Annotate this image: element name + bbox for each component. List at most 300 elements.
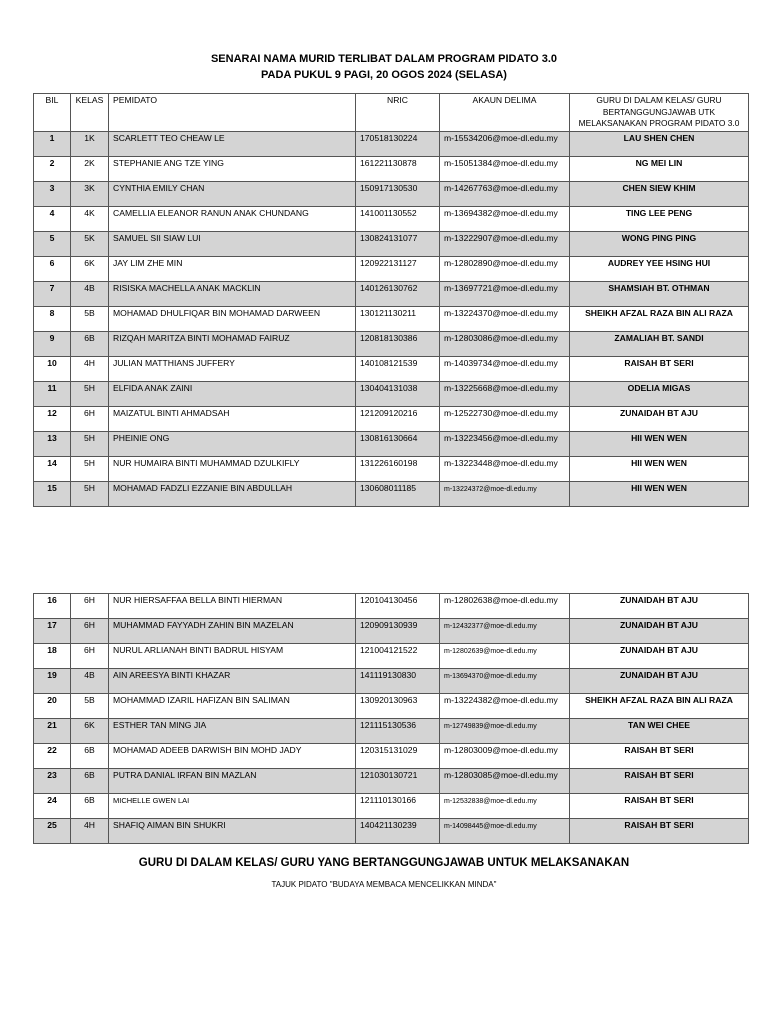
table-row bbox=[34, 794, 749, 819]
cell-nric-text: 121004121522 bbox=[360, 645, 418, 655]
cell-nric-text: 121030130721 bbox=[360, 770, 418, 780]
cell-bil bbox=[34, 819, 71, 844]
cell-guru bbox=[570, 594, 749, 619]
cell-kelas-text: 6K bbox=[84, 720, 95, 730]
cell-nric bbox=[356, 181, 440, 206]
cell-pemidato-text: NURUL ARLIANAH BINTI BADRUL HISYAM bbox=[113, 645, 284, 655]
cell-nric-text: 150917130530 bbox=[360, 182, 418, 193]
table-row bbox=[34, 231, 749, 256]
cell-nric-text: 120818130386 bbox=[360, 332, 418, 343]
cell-nric bbox=[356, 769, 440, 794]
cell-guru bbox=[570, 406, 749, 431]
student-table-part2 bbox=[33, 593, 749, 844]
cell-bil-text: 12 bbox=[47, 407, 57, 418]
cell-akaun-delima bbox=[440, 619, 570, 644]
cell-kelas bbox=[71, 819, 109, 844]
cell-pemidato bbox=[109, 306, 356, 331]
cell-kelas bbox=[71, 456, 109, 481]
cell-bil-text: 21 bbox=[47, 720, 57, 730]
table-row bbox=[34, 594, 749, 619]
cell-guru-text: HII WEN WEN bbox=[631, 432, 687, 443]
cell-bil-text: 23 bbox=[47, 770, 57, 780]
cell-nric bbox=[356, 719, 440, 744]
cell-kelas-text: 6B bbox=[84, 332, 95, 343]
cell-kelas-text: 1K bbox=[84, 132, 95, 143]
table-row bbox=[34, 719, 749, 744]
cell-nric-text: 120922131127 bbox=[360, 257, 417, 268]
cell-nric bbox=[356, 406, 440, 431]
cell-bil-text: 7 bbox=[49, 282, 55, 293]
table-row bbox=[34, 694, 749, 719]
cell-bil bbox=[34, 356, 71, 381]
cell-bil bbox=[34, 594, 71, 619]
cell-akaun-delima bbox=[440, 281, 570, 306]
cell-kelas-text: 4B bbox=[84, 282, 95, 293]
cell-pemidato bbox=[109, 819, 356, 844]
cell-nric-text: 161221130878 bbox=[360, 157, 417, 168]
cell-akaun-delima-text: m-14039734@moe-dl.edu.my bbox=[444, 357, 558, 368]
cell-akaun-delima-text: m-12803086@moe-dl.edu.my bbox=[444, 332, 558, 343]
cell-pemidato bbox=[109, 181, 356, 206]
cell-pemidato bbox=[109, 769, 356, 794]
cell-bil bbox=[34, 744, 71, 769]
cell-akaun-delima-text: m-14267763@moe-dl.edu.my bbox=[444, 182, 558, 193]
cell-guru bbox=[570, 819, 749, 844]
cell-guru-text: ZUNAIDAH BT AJU bbox=[620, 620, 698, 630]
table-body-part1 bbox=[34, 131, 749, 506]
cell-kelas bbox=[71, 181, 109, 206]
table-row bbox=[34, 181, 749, 206]
cell-bil-text: 5 bbox=[49, 232, 55, 243]
document-subtitle: PADA PUKUL 9 PAGI, 20 OGOS 2024 (SELASA) bbox=[261, 69, 507, 81]
cell-akaun-delima-text: m-13224372@moe-dl.edu.my bbox=[444, 485, 537, 493]
cell-kelas bbox=[71, 381, 109, 406]
cell-pemidato-text: MUHAMMAD FAYYADH ZAHIN BIN MAZELAN bbox=[113, 620, 294, 630]
cell-bil-text: 13 bbox=[47, 432, 57, 443]
cell-kelas bbox=[71, 644, 109, 669]
cell-kelas bbox=[71, 281, 109, 306]
cell-kelas bbox=[71, 156, 109, 181]
cell-pemidato-text: ELFIDA ANAK ZAINI bbox=[113, 382, 193, 393]
cell-guru bbox=[570, 356, 749, 381]
cell-pemidato-text: JAY LIM ZHE MIN bbox=[113, 257, 183, 268]
cell-kelas-text: 5H bbox=[84, 382, 95, 393]
table-row bbox=[34, 669, 749, 694]
cell-kelas bbox=[71, 619, 109, 644]
cell-kelas-text: 4B bbox=[84, 670, 95, 680]
cell-nric bbox=[356, 256, 440, 281]
cell-akaun-delima-text: m-13224382@moe-dl.edu.my bbox=[444, 695, 558, 705]
cell-guru-text: WONG PING PING bbox=[621, 232, 697, 243]
cell-guru-text: NG MEI LIN bbox=[635, 157, 683, 168]
cell-guru-text: TAN WEI CHEE bbox=[628, 720, 690, 730]
cell-akaun-delima bbox=[440, 131, 570, 156]
cell-akaun-delima-text: m-12532838@moe-dl.edu.my bbox=[444, 798, 537, 805]
cell-bil-text: 2 bbox=[49, 157, 55, 168]
cell-nric-text: 130121130211 bbox=[360, 307, 417, 318]
table-row bbox=[34, 306, 749, 331]
cell-akaun-delima-text: m-12803009@moe-dl.edu.my bbox=[444, 745, 558, 755]
cell-kelas bbox=[71, 306, 109, 331]
cell-pemidato-text: MOHAMAD DHULFIQAR BIN MOHAMAD DARWEEN bbox=[113, 307, 321, 318]
cell-pemidato bbox=[109, 719, 356, 744]
cell-bil bbox=[34, 719, 71, 744]
cell-kelas bbox=[71, 481, 109, 506]
cell-bil-text: 6 bbox=[49, 257, 55, 268]
table-row bbox=[34, 481, 749, 506]
cell-kelas bbox=[71, 256, 109, 281]
cell-akaun-delima bbox=[440, 481, 570, 506]
cell-guru-text: RAISAH BT SERI bbox=[624, 820, 694, 830]
cell-guru-text: AUDREY YEE HSING HUI bbox=[607, 257, 711, 268]
cell-pemidato-text: NUR HIERSAFFAA BELLA BINTI HIERMAN bbox=[113, 595, 283, 605]
cell-guru-text: ZUNAIDAH BT AJU bbox=[620, 595, 698, 605]
cell-pemidato-text: RIZQAH MARITZA BINTI MOHAMAD FAIRUZ bbox=[113, 332, 290, 343]
cell-pemidato-text: SHAFIQ AIMAN BIN SHUKRI bbox=[113, 820, 226, 830]
cell-nric-text: 120104130456 bbox=[360, 595, 418, 605]
cell-bil-text: 24 bbox=[47, 795, 57, 805]
cell-pemidato-text: STEPHANIE ANG TZE YING bbox=[113, 157, 224, 168]
cell-pemidato-text: CYNTHIA EMILY CHAN bbox=[113, 182, 205, 193]
cell-nric bbox=[356, 819, 440, 844]
cell-nric-text: 130404131038 bbox=[360, 382, 418, 393]
cell-nric bbox=[356, 381, 440, 406]
cell-akaun-delima bbox=[440, 819, 570, 844]
table-row bbox=[34, 381, 749, 406]
table-row bbox=[34, 456, 749, 481]
cell-akaun-delima bbox=[440, 331, 570, 356]
cell-guru-text: RAISAH BT SERI bbox=[624, 795, 694, 805]
cell-pemidato-text: SAMUEL SII SIAW LUI bbox=[113, 232, 201, 243]
cell-guru bbox=[570, 331, 749, 356]
cell-kelas bbox=[71, 769, 109, 794]
cell-nric bbox=[356, 744, 440, 769]
cell-guru bbox=[570, 669, 749, 694]
table-row bbox=[34, 431, 749, 456]
cell-kelas-text: 6H bbox=[84, 620, 95, 630]
cell-kelas bbox=[71, 794, 109, 819]
header-kelas: KELAS bbox=[71, 94, 109, 132]
cell-guru-text: ODELIA MIGAS bbox=[627, 382, 691, 393]
cell-bil bbox=[34, 431, 71, 456]
cell-bil-text: 19 bbox=[47, 670, 57, 680]
cell-akaun-delima bbox=[440, 694, 570, 719]
cell-nric bbox=[356, 794, 440, 819]
cell-pemidato bbox=[109, 131, 356, 156]
cell-nric bbox=[356, 306, 440, 331]
cell-guru bbox=[570, 719, 749, 744]
cell-nric-text: 121110130166 bbox=[360, 795, 417, 805]
cell-bil-text: 14 bbox=[47, 457, 57, 468]
cell-guru-text: HII WEN WEN bbox=[631, 482, 687, 493]
cell-guru-text: SHEIKH AFZAL RAZA BIN ALI RAZA bbox=[585, 695, 733, 705]
cell-akaun-delima bbox=[440, 594, 570, 619]
cell-pemidato bbox=[109, 456, 356, 481]
cell-pemidato bbox=[109, 594, 356, 619]
cell-bil-text: 20 bbox=[47, 695, 57, 705]
header-guru: GURU DI DALAM KELAS/ GURU BERTANGGUNGJAWAB UTK MELAKSANAKAN PROGRAM PIDATO 3.0 bbox=[570, 94, 749, 132]
cell-nric bbox=[356, 594, 440, 619]
cell-bil-text: 8 bbox=[49, 307, 55, 318]
cell-akaun-delima-text: m-13694370@moe-dl.edu.my bbox=[444, 673, 537, 680]
cell-bil bbox=[34, 256, 71, 281]
cell-guru bbox=[570, 131, 749, 156]
cell-akaun-delima bbox=[440, 356, 570, 381]
cell-bil-text: 22 bbox=[47, 745, 57, 755]
header-pemidato: PEMIDATO bbox=[109, 94, 356, 132]
cell-guru-text: HII WEN WEN bbox=[631, 457, 687, 468]
cell-nric-text: 140126130762 bbox=[360, 282, 418, 293]
cell-bil-text: 4 bbox=[49, 207, 55, 218]
cell-guru bbox=[570, 306, 749, 331]
cell-bil-text: 9 bbox=[49, 332, 55, 343]
cell-kelas-text: 6B bbox=[84, 745, 95, 755]
cell-nric bbox=[356, 131, 440, 156]
cell-akaun-delima bbox=[440, 306, 570, 331]
cell-guru-text: RAISAH BT SERI bbox=[624, 770, 694, 780]
cell-guru-text: SHEIKH AFZAL RAZA BIN ALI RAZA bbox=[585, 307, 733, 318]
cell-akaun-delima bbox=[440, 669, 570, 694]
cell-bil bbox=[34, 619, 71, 644]
table-row bbox=[34, 156, 749, 181]
cell-guru-text: ZAMALIAH BT. SANDI bbox=[614, 332, 704, 343]
table-row bbox=[34, 281, 749, 306]
cell-pemidato-text: MOHAMAD FADZLI EZZANIE BIN ABDULLAH bbox=[113, 482, 293, 493]
cell-bil bbox=[34, 331, 71, 356]
cell-nric bbox=[356, 694, 440, 719]
cell-bil bbox=[34, 206, 71, 231]
cell-pemidato-text: PHEINIE ONG bbox=[113, 432, 170, 443]
cell-kelas-text: 5B bbox=[84, 307, 95, 318]
cell-bil bbox=[34, 306, 71, 331]
cell-akaun-delima bbox=[440, 794, 570, 819]
cell-kelas-text: 4H bbox=[84, 820, 95, 830]
cell-nric-text: 130824131077 bbox=[360, 232, 418, 243]
cell-bil-text: 16 bbox=[47, 595, 57, 605]
cell-pemidato bbox=[109, 156, 356, 181]
cell-akaun-delima bbox=[440, 406, 570, 431]
cell-pemidato bbox=[109, 281, 356, 306]
header-nric: NRIC bbox=[356, 94, 440, 132]
cell-kelas bbox=[71, 431, 109, 456]
cell-kelas bbox=[71, 131, 109, 156]
cell-guru bbox=[570, 181, 749, 206]
cell-kelas-text: 6H bbox=[84, 645, 95, 655]
cell-guru bbox=[570, 481, 749, 506]
cell-pemidato-text: PUTRA DANIAL IRFAN BIN MAZLAN bbox=[113, 770, 257, 780]
cell-akaun-delima-text: m-12802638@moe-dl.edu.my bbox=[444, 595, 558, 605]
cell-pemidato-text: NUR HUMAIRA BINTI MUHAMMAD DZULKIFLY bbox=[113, 457, 300, 468]
table-row bbox=[34, 206, 749, 231]
cell-akaun-delima bbox=[440, 744, 570, 769]
cell-pemidato bbox=[109, 431, 356, 456]
cell-akaun-delima bbox=[440, 456, 570, 481]
cell-akaun-delima bbox=[440, 181, 570, 206]
cell-bil-text: 15 bbox=[47, 482, 57, 493]
cell-guru-text: TING LEE PENG bbox=[625, 207, 693, 218]
cell-bil-text: 25 bbox=[47, 820, 57, 830]
header-akaun-delima: AKAUN DELIMA bbox=[440, 94, 570, 132]
cell-akaun-delima-text: m-12749839@moe-dl.edu.my bbox=[444, 723, 537, 730]
cell-pemidato bbox=[109, 669, 356, 694]
cell-guru-text: RAISAH BT SERI bbox=[624, 745, 694, 755]
cell-bil bbox=[34, 181, 71, 206]
table-row bbox=[34, 256, 749, 281]
cell-akaun-delima-text: m-13223456@moe-dl.edu.my bbox=[444, 432, 558, 443]
cell-nric bbox=[356, 431, 440, 456]
cell-pemidato bbox=[109, 206, 356, 231]
cell-akaun-delima-text: m-13222907@moe-dl.edu.my bbox=[444, 232, 558, 243]
cell-pemidato bbox=[109, 481, 356, 506]
cell-guru bbox=[570, 456, 749, 481]
cell-guru bbox=[570, 619, 749, 644]
cell-akaun-delima-text: m-13224370@moe-dl.edu.my bbox=[444, 307, 558, 318]
cell-bil bbox=[34, 156, 71, 181]
table-body-part2 bbox=[34, 594, 749, 844]
cell-nric-text: 170518130224 bbox=[360, 132, 418, 143]
cell-bil-text: 3 bbox=[49, 182, 55, 193]
cell-kelas-text: 5H bbox=[84, 482, 95, 493]
cell-nric-text: 140421130239 bbox=[360, 820, 417, 830]
cell-bil bbox=[34, 231, 71, 256]
cell-bil-text: 18 bbox=[47, 645, 57, 655]
cell-nric bbox=[356, 669, 440, 694]
header-bil: BIL bbox=[34, 94, 71, 132]
cell-bil-text: 1 bbox=[49, 132, 55, 143]
cell-kelas-text: 6H bbox=[84, 407, 95, 418]
cell-nric bbox=[356, 456, 440, 481]
cell-guru bbox=[570, 431, 749, 456]
cell-kelas bbox=[71, 331, 109, 356]
cell-akaun-delima-text: m-12803085@moe-dl.edu.my bbox=[444, 770, 558, 780]
cell-guru bbox=[570, 694, 749, 719]
cell-guru-text: CHEN SIEW KHIM bbox=[622, 182, 696, 193]
cell-guru bbox=[570, 769, 749, 794]
cell-kelas-text: 6B bbox=[84, 795, 95, 805]
cell-akaun-delima bbox=[440, 231, 570, 256]
footer-subtitle: TAJUK PIDATO "BUDAYA MEMBACA MENCELIKKAN MINDA" bbox=[271, 880, 497, 889]
cell-pemidato bbox=[109, 744, 356, 769]
table-row bbox=[34, 769, 749, 794]
cell-kelas-text: 2K bbox=[84, 157, 95, 168]
cell-nric-text: 120909130939 bbox=[360, 620, 418, 630]
cell-pemidato-text: CAMELLIA ELEANOR RANUN ANAK CHUNDANG bbox=[113, 207, 309, 218]
cell-kelas-text: 5H bbox=[84, 457, 95, 468]
cell-akaun-delima bbox=[440, 256, 570, 281]
cell-kelas bbox=[71, 719, 109, 744]
cell-akaun-delima bbox=[440, 206, 570, 231]
cell-guru-text: ZUNAIDAH BT AJU bbox=[620, 407, 698, 418]
cell-pemidato bbox=[109, 619, 356, 644]
cell-pemidato-text: AIN AREESYA BINTI KHAZAR bbox=[113, 670, 231, 680]
cell-pemidato bbox=[109, 644, 356, 669]
cell-pemidato bbox=[109, 231, 356, 256]
cell-guru-text: ZUNAIDAH BT AJU bbox=[620, 645, 698, 655]
cell-akaun-delima-text: m-13223448@moe-dl.edu.my bbox=[444, 457, 558, 468]
cell-kelas bbox=[71, 406, 109, 431]
cell-nric bbox=[356, 331, 440, 356]
cell-kelas-text: 4H bbox=[84, 357, 95, 368]
table-row bbox=[34, 619, 749, 644]
cell-akaun-delima bbox=[440, 644, 570, 669]
table-row bbox=[34, 406, 749, 431]
cell-bil-text: 17 bbox=[47, 620, 57, 630]
cell-akaun-delima bbox=[440, 381, 570, 406]
cell-akaun-delima-text: m-13225668@moe-dl.edu.my bbox=[444, 382, 558, 393]
cell-pemidato-text: MOHAMMAD IZARIL HAFIZAN BIN SALIMAN bbox=[113, 695, 290, 705]
table-row bbox=[34, 356, 749, 381]
cell-bil bbox=[34, 794, 71, 819]
cell-nric-text: 121209120216 bbox=[360, 407, 418, 418]
cell-bil-text: 11 bbox=[47, 382, 57, 393]
cell-kelas bbox=[71, 594, 109, 619]
cell-nric bbox=[356, 156, 440, 181]
cell-nric bbox=[356, 481, 440, 506]
table-row bbox=[34, 131, 749, 156]
cell-kelas-text: 6B bbox=[84, 770, 95, 780]
cell-akaun-delima bbox=[440, 156, 570, 181]
cell-kelas bbox=[71, 231, 109, 256]
cell-nric-text: 130608011185 bbox=[360, 482, 417, 493]
table-row bbox=[34, 819, 749, 844]
cell-guru bbox=[570, 744, 749, 769]
cell-kelas bbox=[71, 206, 109, 231]
cell-akaun-delima-text: m-12802890@moe-dl.edu.my bbox=[444, 257, 558, 268]
cell-akaun-delima-text: m-13697721@moe-dl.edu.my bbox=[444, 282, 558, 293]
cell-nric bbox=[356, 231, 440, 256]
cell-nric bbox=[356, 356, 440, 381]
cell-bil bbox=[34, 131, 71, 156]
cell-akaun-delima bbox=[440, 719, 570, 744]
cell-kelas bbox=[71, 669, 109, 694]
cell-guru bbox=[570, 156, 749, 181]
cell-akaun-delima-text: m-14098445@moe-dl.edu.my bbox=[444, 823, 537, 830]
cell-kelas-text: 6H bbox=[84, 595, 95, 605]
cell-akaun-delima bbox=[440, 431, 570, 456]
cell-pemidato-text: ESTHER TAN MING JIA bbox=[113, 720, 207, 730]
table-row bbox=[34, 331, 749, 356]
cell-guru-text: RAISAH BT SERI bbox=[624, 357, 694, 368]
cell-pemidato-text: RISISKA MACHELLA ANAK MACKLIN bbox=[113, 282, 261, 293]
cell-akaun-delima-text: m-15051384@moe-dl.edu.my bbox=[444, 157, 558, 168]
cell-bil bbox=[34, 456, 71, 481]
cell-guru bbox=[570, 281, 749, 306]
cell-guru bbox=[570, 206, 749, 231]
cell-pemidato bbox=[109, 694, 356, 719]
cell-guru bbox=[570, 256, 749, 281]
cell-nric-text: 130920130963 bbox=[360, 695, 418, 705]
cell-akaun-delima-text: m-12802639@moe-dl.edu.my bbox=[444, 648, 537, 655]
footer-heading: GURU DI DALAM KELAS/ GURU YANG BERTANGGUNGJAWAB UNTUK MELAKSANAKAN bbox=[138, 857, 630, 869]
cell-bil bbox=[34, 669, 71, 694]
cell-akaun-delima-text: m-15534206@moe-dl.edu.my bbox=[444, 132, 558, 143]
cell-kelas bbox=[71, 356, 109, 381]
cell-guru-text: ZUNAIDAH BT AJU bbox=[620, 670, 698, 680]
cell-pemidato-text: SCARLETT TEO CHEAW LE bbox=[113, 132, 225, 143]
cell-guru-text: SHAMSIAH BT. OTHMAN bbox=[608, 282, 710, 293]
cell-bil bbox=[34, 481, 71, 506]
cell-akaun-delima-text: m-12432377@moe-dl.edu.my bbox=[444, 623, 537, 630]
cell-bil-text: 10 bbox=[47, 357, 57, 368]
cell-kelas bbox=[71, 744, 109, 769]
table-header-row bbox=[34, 94, 749, 132]
cell-guru bbox=[570, 794, 749, 819]
cell-pemidato-text: MICHELLE GWEN LAI bbox=[113, 796, 190, 805]
cell-nric-text: 141001130552 bbox=[360, 207, 417, 218]
cell-pemidato bbox=[109, 381, 356, 406]
cell-pemidato bbox=[109, 794, 356, 819]
cell-pemidato-text: MAIZATUL BINTI AHMADSAH bbox=[113, 407, 230, 418]
